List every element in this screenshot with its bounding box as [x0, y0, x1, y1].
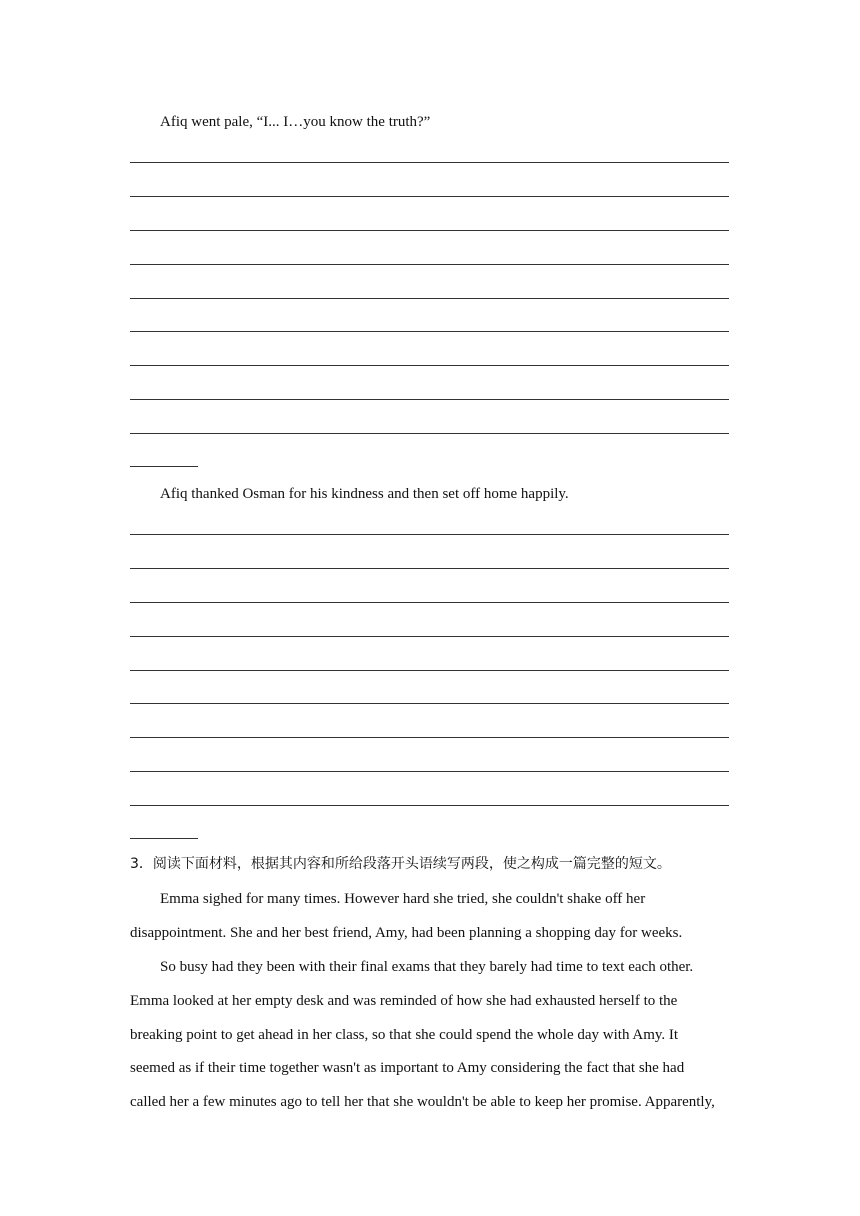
answer-line	[130, 737, 729, 738]
answer-line	[130, 433, 729, 434]
answer-line	[130, 230, 729, 231]
passage-line: disappointment. She and her best friend, Amy, had been planning a shopping day for weeks.	[130, 925, 683, 941]
paragraph-opening-1: Afiq went pale, “I... I…you know the truth?”	[160, 114, 431, 130]
answer-line	[130, 636, 729, 637]
answer-line	[130, 331, 729, 332]
answer-line	[130, 534, 729, 535]
answer-line	[130, 703, 729, 704]
answer-line-short	[130, 838, 198, 839]
answer-line	[130, 399, 729, 400]
answer-line-short	[130, 466, 198, 467]
answer-line	[130, 196, 729, 197]
passage-line: breaking point to get ahead in her class, so that she could spend the whole day with Amy. It	[130, 1027, 679, 1043]
paragraph-opening-2: Afiq thanked Osman for his kindness and then set off home happily.	[160, 486, 569, 502]
answer-line	[130, 771, 729, 772]
passage-line: called her a few minutes ago to tell her that she wouldn't be able to keep her promise. Apparently,	[130, 1094, 715, 1110]
passage-line: seemed as if their time together wasn't as important to Amy considering the fact that she had	[130, 1060, 685, 1076]
answer-line	[130, 162, 729, 163]
answer-line	[130, 365, 729, 366]
answer-line	[130, 298, 729, 299]
passage-line: So busy had they been with their final exams that they barely had time to text each other.	[160, 959, 694, 975]
answer-line	[130, 568, 729, 569]
answer-line	[130, 264, 729, 265]
passage-line: Emma sighed for many times. However hard she tried, she couldn't shake off her	[160, 891, 646, 907]
answer-line	[130, 602, 729, 603]
answer-line	[130, 670, 729, 671]
answer-line	[130, 805, 729, 806]
question-3-instruction: 3．阅读下面材料，根据其内容和所给段落开头语续写两段，使之构成一篇完整的短文。	[130, 856, 671, 872]
passage-line: Emma looked at her empty desk and was reminded of how she had exhausted herself to the	[130, 993, 678, 1009]
